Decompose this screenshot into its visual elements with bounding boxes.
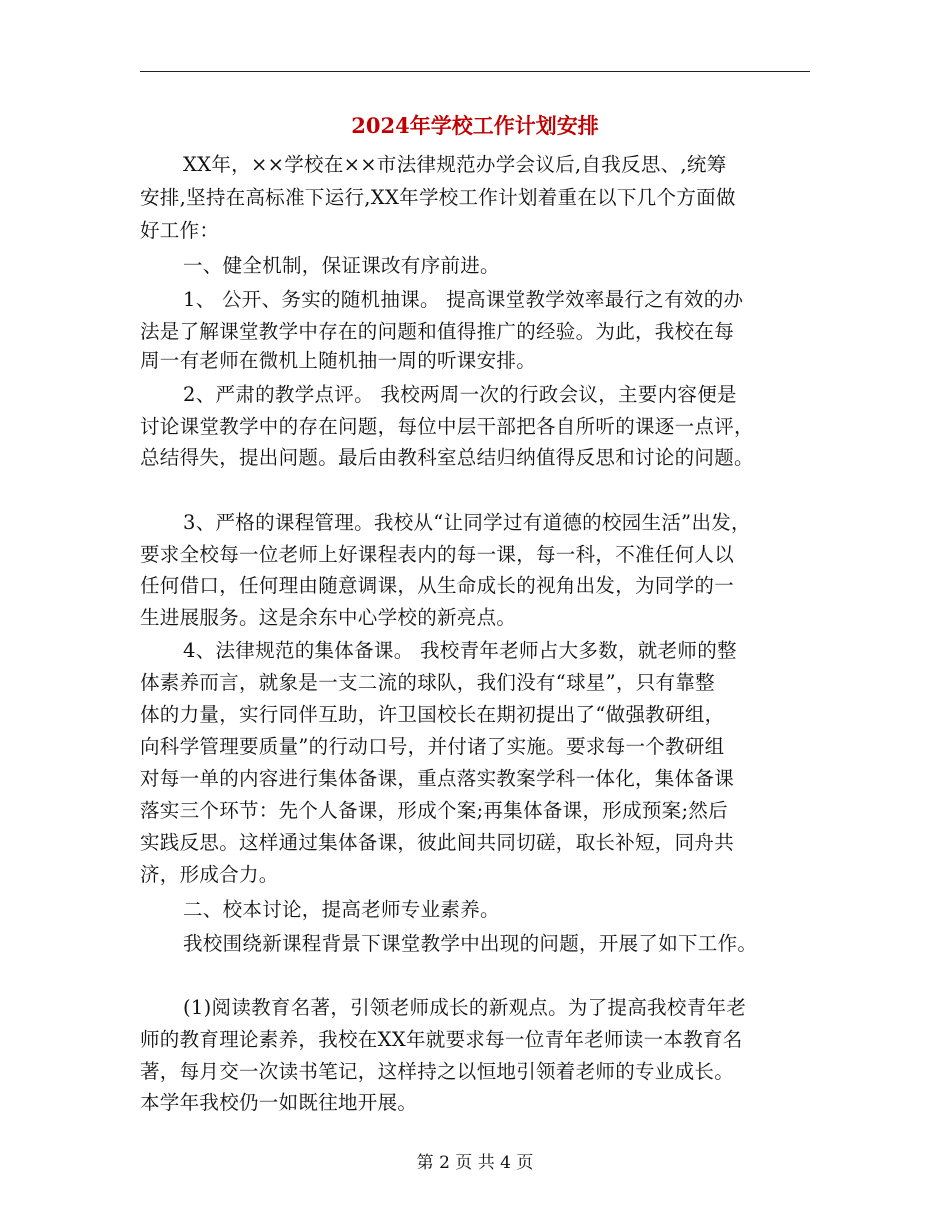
body-line: XX年，××学校在××市法律规范办学会议后,自我反思、,统筹	[183, 153, 727, 176]
body-line: 向科学管理要质量”的行动口号，并付诸了实施。要求每一个教研组	[140, 735, 725, 758]
body-line: 师的教育理论素养，我校在XX年就要求每一位青年老师读一本教育名	[140, 1028, 743, 1051]
body-line: 体的力量，实行同伴互助，许卫国校长在期初提出了“做强教研组，	[140, 703, 725, 726]
body-line: 1、 公开、务实的随机抽课。 提高课堂教学效率最行之有效的办	[183, 288, 744, 311]
body-line: 体素养而言，就象是一支二流的球队，我们没有“球星”，只有靠整	[140, 671, 715, 694]
body-line: 总结得失，提出问题。最后由教科室总结归纳值得反思和讨论的问题。	[140, 446, 754, 469]
document-title: 2024年学校工作计划安排	[351, 113, 599, 138]
body-line: 3、严格的课程管理。我校从“让同学过有道德的校园生活”出发，	[183, 511, 751, 534]
section-heading: 一、健全机制，保证课改有序前进。	[183, 254, 500, 277]
header-rule	[140, 71, 810, 72]
body-line: 生进展服务。这是余东中心学校的新亮点。	[140, 606, 517, 629]
body-line: 对每一单的内容进行集体备课，重点落实教案学科一体化，集体备课	[140, 767, 735, 790]
body-line: 法是了解课堂教学中存在的问题和值得推广的经验。为此，我校在每	[140, 320, 735, 343]
body-line: 著，每月交一次读书笔记，这样持之以恒地引领着老师的专业成长。	[140, 1060, 735, 1083]
section-heading: 二、校本讨论，提高老师专业素养。	[183, 898, 500, 921]
body-line: 讨论课堂教学中的存在问题，每位中层干部把各自所听的课逐一点评，	[140, 415, 754, 438]
body-line: 济，形成合力。	[140, 863, 279, 886]
body-line: 周一有老师在微机上随机抽一周的听课安排。	[140, 349, 537, 372]
body-line: 本学年我校仍一如既往地开展。	[140, 1091, 418, 1114]
body-line: 要求全校每一位老师上好课程表内的每一课，每一科，不准任何人以	[140, 543, 735, 566]
body-line: 落实三个环节：先个人备课，形成个案;再集体备课，形成预案;然后	[140, 799, 728, 822]
body-line: 好工作：	[140, 219, 220, 242]
body-line: 4、法律规范的集体备课。 我校青年老师占大多数，就老师的整	[183, 639, 737, 662]
page-footer: 第 2 页 共 4 页	[416, 1153, 534, 1173]
body-line: (1)阅读教育名著，引领老师成长的新观点。为了提高我校青年老	[183, 996, 747, 1019]
body-line: 我校围绕新课程背景下课堂教学中出现的问题，开展了如下工作。	[183, 932, 758, 955]
body-line: 安排,坚持在高标准下运行,XX年学校工作计划着重在以下几个方面做	[140, 186, 736, 209]
body-line: 实践反思。这样通过集体备课，彼此间共同切磋，取长补短，同舟共	[140, 831, 735, 854]
body-line: 2、严肃的教学点评。 我校两周一次的行政会议，主要内容便是	[183, 383, 737, 406]
body-line: 任何借口，任何理由随意调课，从生命成长的视角出发，为同学的一	[140, 574, 735, 597]
